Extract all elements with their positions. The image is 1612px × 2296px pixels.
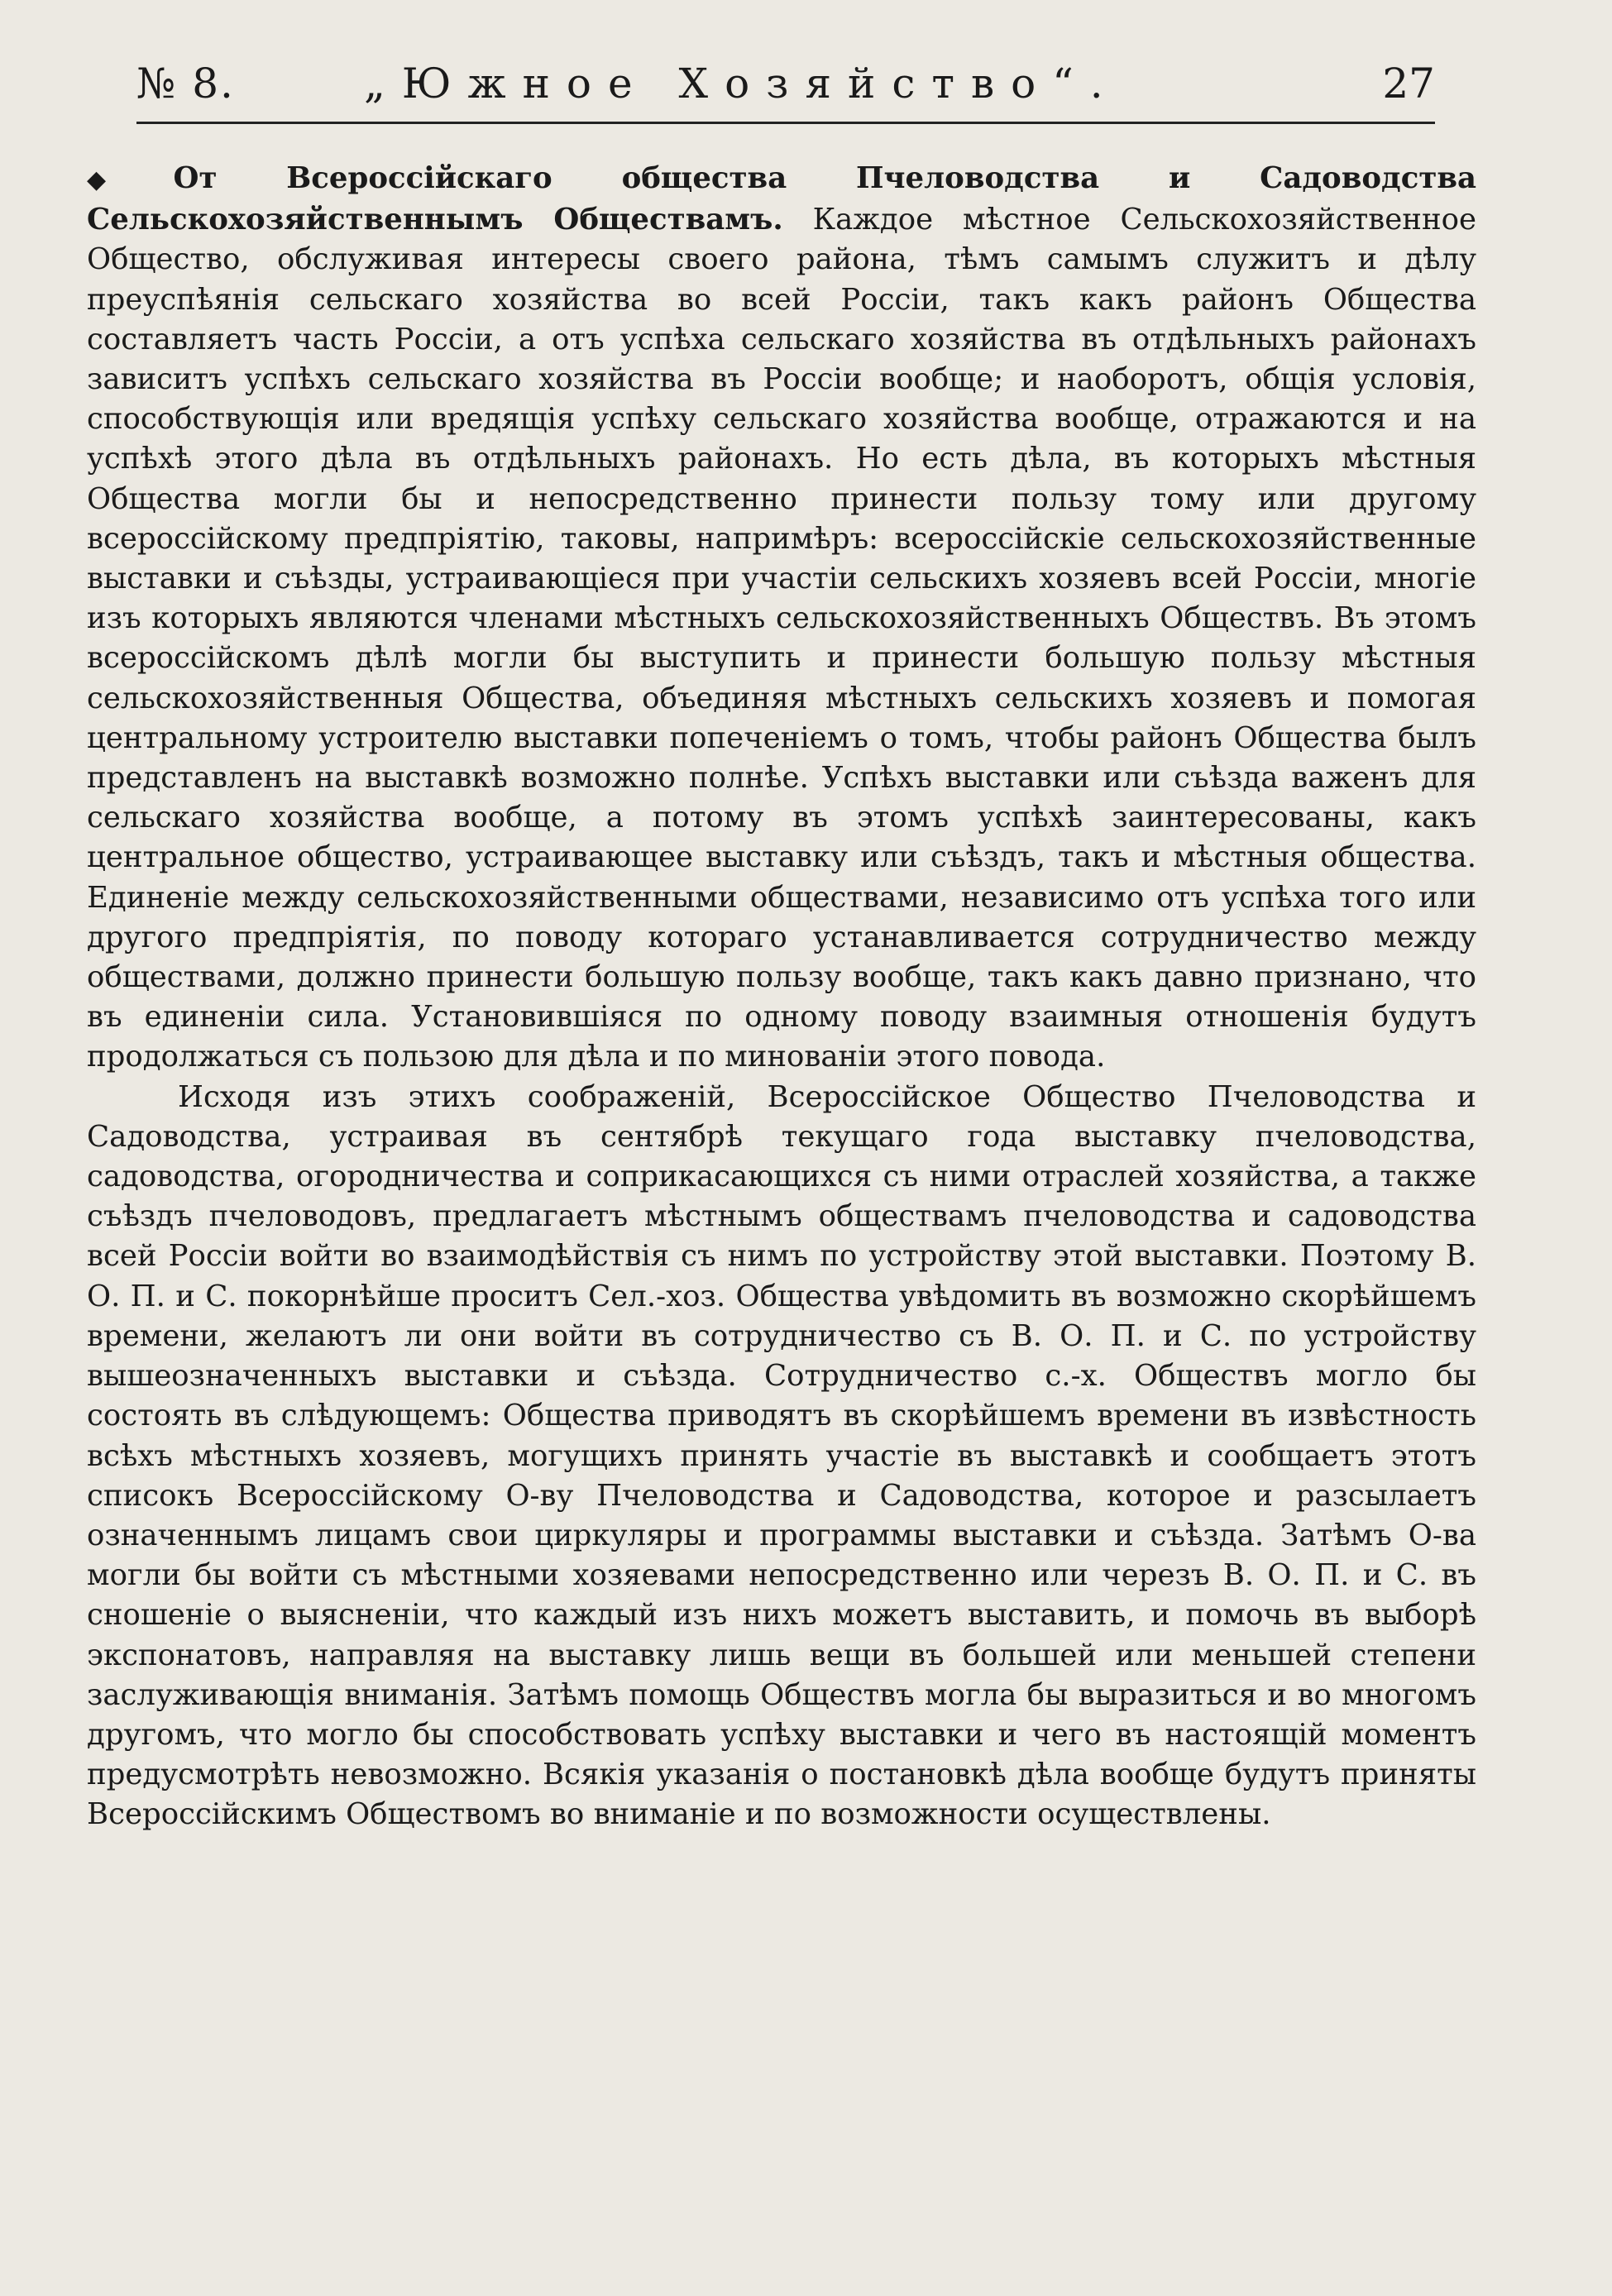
paragraph-2: Исходя изъ этихъ соображеній, Всероссійское Общество Пчеловодства и Садоводства, устраивая въ сентябрѣ текущаго года выставку пчеловодства, садоводства, огородничества и соприкасающихся съ ними отраслей хозяйства, а также съѣздъ пчеловодовъ, предлагаетъ мѣстнымъ обществамъ пчеловодства и садоводства всей Россіи войти во взаимодѣйствія съ нимъ по устройству этой выставки. Поэтому В. О. П. и С. покорнѣйше проситъ Сел.-хоз. Общества увѣдомить въ возможно скорѣйшемъ времени, желаютъ ли они войти въ сотрудничество съ В. О. П. и С. по устройству вышеозначенныхъ выставки и съѣзда. Сотрудничество с.-х. Обществъ могло бы состоять въ слѣдующемъ: Общества приводятъ въ скорѣйшемъ времени въ извѣстность всѣхъ мѣстныхъ хозяевъ, могущихъ принять участіе въ выставкѣ и сообщаетъ этотъ списокъ Всероссійскому О-ву Пчеловодства и Садоводства, которое и разсылаетъ означеннымъ лицамъ свои циркуляры и программы выставки и съѣзда. Затѣмъ О-ва могли бы войти съ мѣстными хозяевами непосредственно или черезъ В. О. П. и С. въ сношеніе о выясненіи, что каждый изъ нихъ можетъ выставить, и помочь въ выборѣ экспонатовъ, направляя на выставку лишь вещи въ большей или меньшей степени заслуживающія вниманія. Затѣмъ помощь Обществъ могла бы выразиться и во многомъ другомъ, что могло бы способствовать успѣху выставки и чего въ настоящій моментъ предусмотрѣть невозможно. Всякія указанія о постановкѣ дѣла вообще будутъ приняты Всероссійскимъ Обществомъ во вниманіе и по возможности осуществлены. <box>87 1079 1476 1832</box>
issue-number: № 8. <box>136 60 235 108</box>
paragraph-1 <box>87 159 1476 1078</box>
article-heading: От Всероссійскаго общества Пчеловодства и Садоводства Сельскохозяйственнымъ Обществамъ. <box>87 161 1476 237</box>
ornament-marker-icon: ◆ <box>87 165 165 194</box>
article-body <box>87 159 1476 1835</box>
page-number: 27 <box>1382 60 1435 108</box>
journal-title: „Южное Хозяйство“. <box>364 60 1120 108</box>
paragraph-1-text: Каждое мѣстное Сельскохозяйственное Общество, обслуживая интересы своего района, тѣмъ самымъ служитъ и дѣлу преуспѣянія сельскаго хозяйства во всей Россіи, такъ какъ районъ Общества составляетъ часть Россіи, а отъ успѣха сельскаго хозяйства въ отдѣльныхъ районахъ зависитъ успѣхъ сельскаго хозяйства въ Россіи вообще; и наоборотъ, общія условія, способствующія или вредящія успѣху сельскаго хозяйства вообще, отражаются и на успѣхѣ этого дѣла въ отдѣльныхъ районахъ. Но есть дѣла, въ которыхъ мѣстныя Общества могли бы и непосредственно принести пользу тому или другому всероссійскому предпріятію, таковы, напримѣръ: всероссійскіе сельскохозяйственные выставки и съѣзды, устраивающіеся при участіи сельскихъ хозяевъ всей Россіи, многіе изъ которыхъ являются членами мѣстныхъ сельскохозяйственныхъ Обществъ. Въ этомъ всероссійскомъ дѣлѣ могли бы выступить и принести большую пользу мѣстныя сельскохозяйственныя Общества, объединяя мѣстныхъ сельскихъ хозяевъ и помогая центральному устроителю выставки попеченіемъ о томъ, чтобы районъ Общества былъ представленъ на выставкѣ возможно полнѣе. Успѣхъ выставки или съѣзда важенъ для сельскаго хозяйства вообще, а потому въ этомъ успѣхѣ заинтересованы, какъ центральное общество, устраивающее выставку или съѣздъ, такъ и мѣстныя общества. Единеніе между сельскохозяйственными обществами, независимо отъ успѣха того или другого предпріятія, по поводу котораго устанавливается сотрудничество между обществами, должно принести большую пользу вообще, такъ какъ давно признано, что въ единеніи сила. Установившіяся по одному поводу взаимныя отношенія будутъ продолжаться съ пользою для дѣла и по минованіи этого повода. <box>87 203 1476 1074</box>
running-header <box>136 60 1435 126</box>
header-rule <box>136 122 1435 124</box>
